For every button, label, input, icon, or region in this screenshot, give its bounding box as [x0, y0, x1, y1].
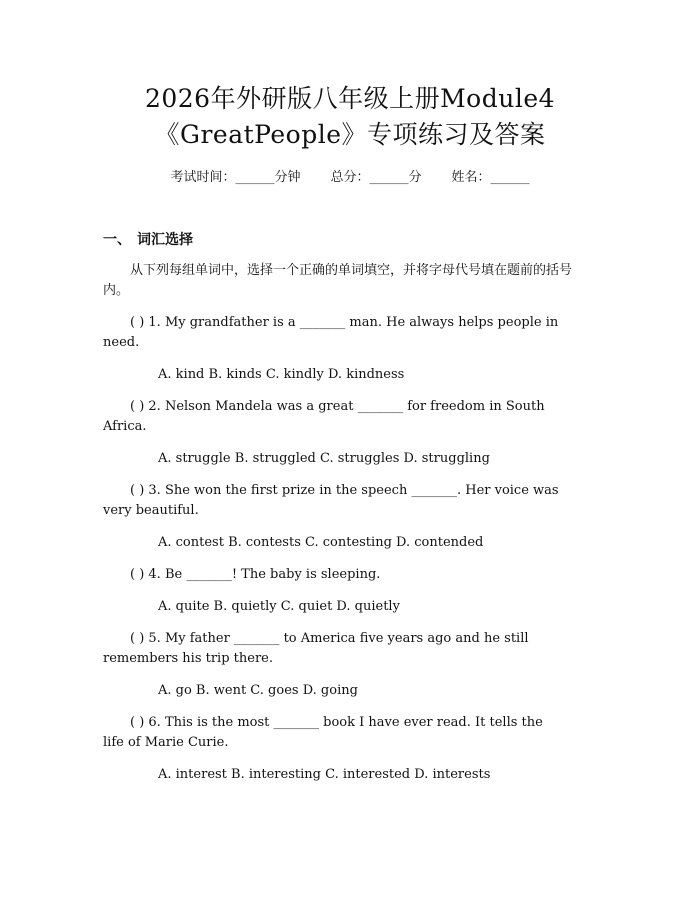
question-3-options: A. contest B. contests C. contesting D. contended	[158, 535, 484, 550]
document-title-line1: 2026年外研版八年级上册Module4	[144, 84, 556, 113]
section-instruction-line1: 从下列每组单词中，选择一个正确的单词填空，并将字母代号填在题前的括号	[130, 263, 573, 278]
section-heading	[103, 230, 193, 250]
section-instruction-line2: 内。	[103, 283, 130, 298]
question-2-line1: ( ) 2. Nelson Mandela was a great _______ for freedom in South	[130, 399, 545, 414]
question-3-line2: very beautiful.	[103, 503, 199, 518]
exam-score-label: 总分：______分	[330, 170, 422, 185]
section-number: 一、	[103, 232, 131, 248]
question-2-options: A. struggle B. struggled C. struggles D. struggling	[158, 451, 490, 466]
question-6-line1: ( ) 6. This is the most _______ book I have ever read. It tells the	[130, 715, 543, 730]
question-1-line2: need.	[103, 335, 140, 350]
exam-name-label: 姓名：______	[451, 170, 530, 185]
section-title: 词汇选择	[137, 232, 193, 248]
question-4-line1: ( ) 4. Be _______! The baby is sleeping.	[130, 567, 381, 582]
question-6-options: A. interest B. interesting C. interested D. interests	[158, 767, 491, 782]
question-4-options: A. quite B. quietly C. quiet D. quietly	[158, 599, 400, 614]
question-5-line1: ( ) 5. My father _______ to America five years ago and he still	[130, 631, 529, 646]
question-2-line2: Africa.	[103, 419, 147, 434]
exam-info	[0, 168, 700, 188]
question-3-line1: ( ) 3. She won the first prize in the speech _______. Her voice was	[130, 483, 559, 498]
exam-time-label: 考试时间：______分钟	[170, 170, 301, 185]
document-title-line2: 《GreatPeople》专项练习及答案	[154, 120, 546, 149]
question-5-line2: remembers his trip there.	[103, 651, 274, 666]
question-5-options: A. go B. went C. goes D. going	[158, 683, 358, 698]
question-6-line2: life of Marie Curie.	[103, 735, 229, 750]
question-1-options: A. kind B. kinds C. kindly D. kindness	[158, 367, 405, 382]
question-1-line1: ( ) 1. My grandfather is a _______ man. He always helps people in	[130, 315, 559, 330]
